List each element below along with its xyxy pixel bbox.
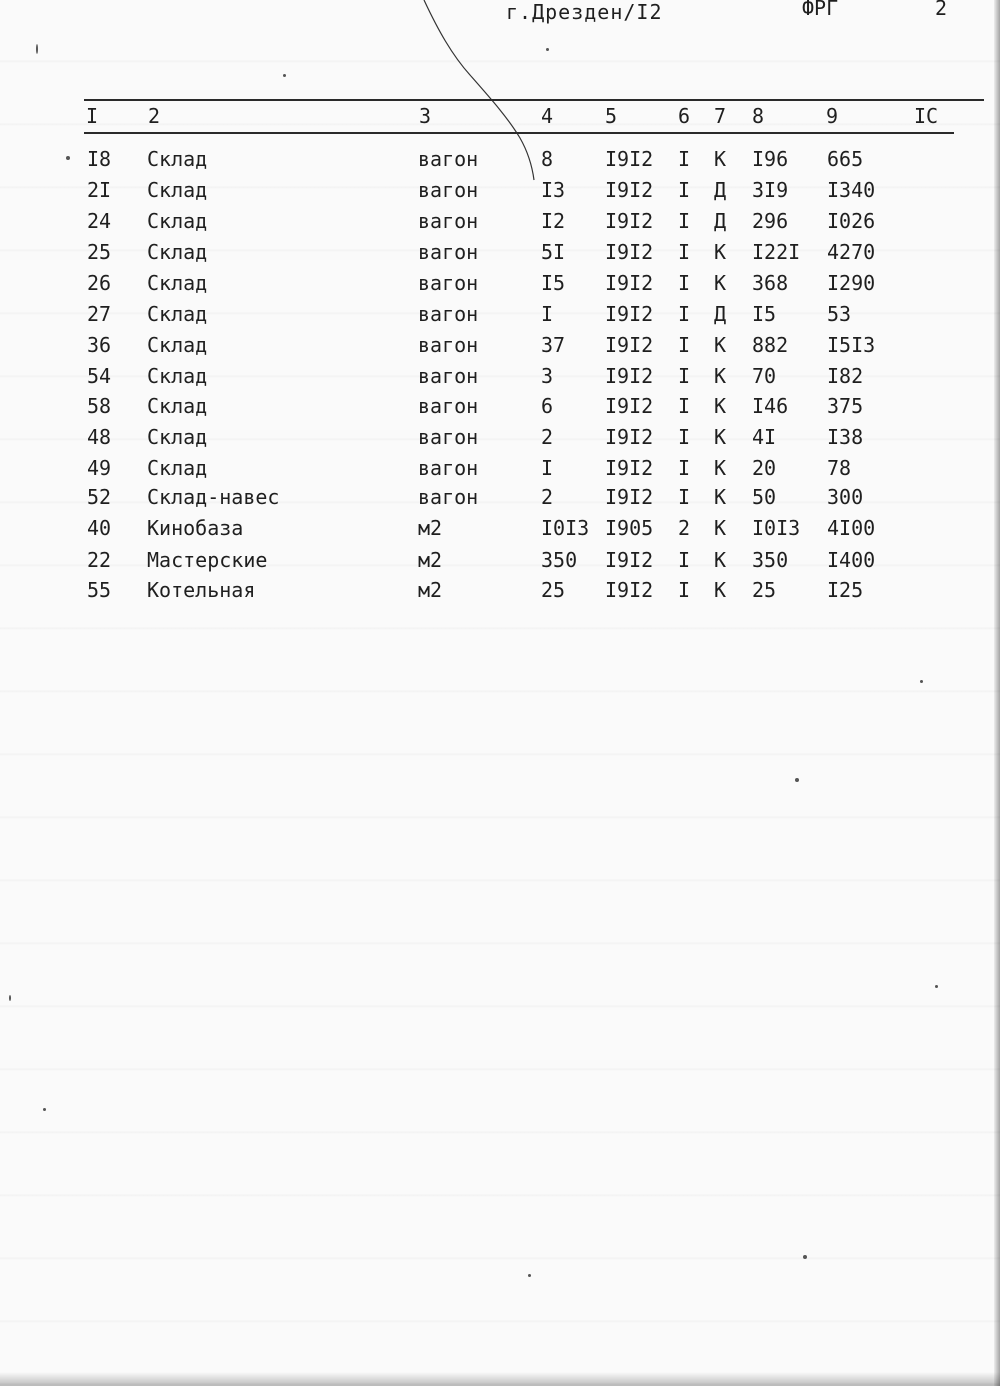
cell-col9: I25 bbox=[827, 578, 864, 602]
cell-col7: К bbox=[714, 333, 727, 357]
cell-number: 52 bbox=[87, 485, 112, 509]
cell-year: I9I2 bbox=[605, 578, 654, 602]
cell-col6: I bbox=[678, 456, 691, 480]
cell-col7: К bbox=[714, 394, 727, 418]
cell-col9: I340 bbox=[827, 178, 876, 202]
cell-col9: 53 bbox=[827, 302, 852, 326]
cell-col6: I bbox=[678, 178, 691, 202]
column-header: 3 bbox=[419, 104, 432, 128]
table-row bbox=[0, 485, 1000, 515]
column-header-rule bbox=[84, 132, 954, 134]
cell-name: Склад bbox=[147, 456, 208, 480]
column-header: IC bbox=[914, 104, 939, 128]
table-row bbox=[0, 209, 1000, 239]
cell-unit: вагон bbox=[418, 485, 479, 509]
cell-number: 49 bbox=[87, 456, 112, 480]
cell-col7: К bbox=[714, 485, 727, 509]
table-row bbox=[0, 578, 1000, 608]
table-row bbox=[0, 516, 1000, 546]
cell-col7: Д bbox=[714, 178, 727, 202]
cell-col6: I bbox=[678, 271, 691, 295]
cell-year: I9I2 bbox=[605, 456, 654, 480]
cell-quantity: 350 bbox=[541, 548, 578, 572]
table-row bbox=[0, 548, 1000, 578]
cell-year: I9I2 bbox=[605, 394, 654, 418]
speck bbox=[920, 680, 923, 683]
table-row bbox=[0, 240, 1000, 270]
cell-year: I9I2 bbox=[605, 425, 654, 449]
column-header: 5 bbox=[605, 104, 618, 128]
cell-number: 55 bbox=[87, 578, 112, 602]
cell-name: Котельная bbox=[147, 578, 256, 602]
cell-col7: К bbox=[714, 271, 727, 295]
cell-unit: вагон bbox=[418, 425, 479, 449]
cell-number: 54 bbox=[87, 364, 112, 388]
cell-unit: вагон bbox=[418, 333, 479, 357]
table-row bbox=[0, 394, 1000, 424]
speck bbox=[36, 44, 38, 54]
cell-number: 24 bbox=[87, 209, 112, 233]
cell-quantity: I0I3 bbox=[541, 516, 590, 540]
cell-col8: 20 bbox=[752, 456, 777, 480]
cell-col9: I290 bbox=[827, 271, 876, 295]
cell-unit: м2 bbox=[418, 548, 443, 572]
cell-unit: м2 bbox=[418, 516, 443, 540]
cell-year: I9I2 bbox=[605, 548, 654, 572]
speck bbox=[803, 1255, 807, 1259]
cell-name: Склад bbox=[147, 240, 208, 264]
speck bbox=[43, 1108, 46, 1111]
cell-name: Склад bbox=[147, 147, 208, 171]
column-header: 9 bbox=[826, 104, 839, 128]
cell-quantity: I3 bbox=[541, 178, 566, 202]
cell-col8: 882 bbox=[752, 333, 789, 357]
cell-quantity: I5 bbox=[541, 271, 566, 295]
cell-year: I9I2 bbox=[605, 302, 654, 326]
cell-year: I9I2 bbox=[605, 364, 654, 388]
cell-col8: I96 bbox=[752, 147, 789, 171]
cell-quantity: I2 bbox=[541, 209, 566, 233]
cell-quantity: 6 bbox=[541, 394, 554, 418]
cell-col8: 4I bbox=[752, 425, 777, 449]
cell-col7: К bbox=[714, 516, 727, 540]
cell-year: I905 bbox=[605, 516, 654, 540]
cell-number: 26 bbox=[87, 271, 112, 295]
cell-col6: 2 bbox=[678, 516, 691, 540]
table-row bbox=[0, 302, 1000, 332]
cell-col7: К bbox=[714, 456, 727, 480]
cell-col6: I bbox=[678, 240, 691, 264]
cell-year: I9I2 bbox=[605, 271, 654, 295]
cell-col6: I bbox=[678, 394, 691, 418]
cell-col7: К bbox=[714, 425, 727, 449]
cell-col6: I bbox=[678, 425, 691, 449]
cell-unit: вагон bbox=[418, 271, 479, 295]
cell-col8: 50 bbox=[752, 485, 777, 509]
column-header: 8 bbox=[752, 104, 765, 128]
cell-col6: I bbox=[678, 302, 691, 326]
column-header: 4 bbox=[541, 104, 554, 128]
cell-quantity: I bbox=[541, 302, 554, 326]
cell-col8: 70 bbox=[752, 364, 777, 388]
cell-year: I9I2 bbox=[605, 333, 654, 357]
column-header: I bbox=[86, 104, 99, 128]
cell-col7: Д bbox=[714, 302, 727, 326]
cell-col6: I bbox=[678, 209, 691, 233]
cell-year: I9I2 bbox=[605, 178, 654, 202]
cell-unit: вагон bbox=[418, 178, 479, 202]
page-bottom-shadow bbox=[0, 1372, 1000, 1386]
cell-unit: вагон bbox=[418, 364, 479, 388]
cell-col9: I38 bbox=[827, 425, 864, 449]
speck bbox=[795, 778, 799, 782]
cell-quantity: I bbox=[541, 456, 554, 480]
cell-col8: 350 bbox=[752, 548, 789, 572]
speck bbox=[935, 985, 938, 988]
cell-col8: I0I3 bbox=[752, 516, 801, 540]
cell-number: 25 bbox=[87, 240, 112, 264]
cell-name: Склад bbox=[147, 425, 208, 449]
cell-name: Склад bbox=[147, 209, 208, 233]
table-row bbox=[0, 178, 1000, 208]
cell-unit: вагон bbox=[418, 394, 479, 418]
speck bbox=[546, 48, 549, 51]
cell-quantity: 2 bbox=[541, 485, 554, 509]
speck bbox=[283, 74, 286, 77]
cell-year: I9I2 bbox=[605, 485, 654, 509]
cell-unit: вагон bbox=[418, 209, 479, 233]
header-country: ФРГ bbox=[802, 0, 839, 20]
cell-number: 27 bbox=[87, 302, 112, 326]
cell-quantity: 37 bbox=[541, 333, 566, 357]
page-number: 2 bbox=[935, 0, 948, 20]
cell-col9: I5I3 bbox=[827, 333, 876, 357]
cell-col9: 4I00 bbox=[827, 516, 876, 540]
column-header: 6 bbox=[678, 104, 691, 128]
cell-col9: 300 bbox=[827, 485, 864, 509]
table-top-rule bbox=[84, 99, 984, 101]
cell-unit: вагон bbox=[418, 456, 479, 480]
cell-year: I9I2 bbox=[605, 240, 654, 264]
cell-unit: вагон bbox=[418, 302, 479, 326]
cell-col8: 368 bbox=[752, 271, 789, 295]
table-row bbox=[0, 271, 1000, 301]
cell-quantity: 3 bbox=[541, 364, 554, 388]
cell-col7: К bbox=[714, 364, 727, 388]
speck bbox=[66, 156, 70, 160]
cell-col8: 25 bbox=[752, 578, 777, 602]
cell-col8: I46 bbox=[752, 394, 789, 418]
table-row bbox=[0, 147, 1000, 177]
cell-quantity: 5I bbox=[541, 240, 566, 264]
table-row bbox=[0, 364, 1000, 394]
cell-year: I9I2 bbox=[605, 209, 654, 233]
cell-col6: I bbox=[678, 364, 691, 388]
cell-col8: 296 bbox=[752, 209, 789, 233]
cell-name: Склад-навес bbox=[147, 485, 280, 509]
cell-col9: 4270 bbox=[827, 240, 876, 264]
cell-col8: 3I9 bbox=[752, 178, 789, 202]
cell-number: 22 bbox=[87, 548, 112, 572]
cell-year: I9I2 bbox=[605, 147, 654, 171]
cell-unit: м2 bbox=[418, 578, 443, 602]
cell-col6: I bbox=[678, 578, 691, 602]
cell-number: 2I bbox=[87, 178, 112, 202]
table-row bbox=[0, 425, 1000, 455]
cell-col9: 78 bbox=[827, 456, 852, 480]
cell-col8: I5 bbox=[752, 302, 777, 326]
cell-unit: вагон bbox=[418, 147, 479, 171]
cell-col9: 665 bbox=[827, 147, 864, 171]
column-header: 2 bbox=[148, 104, 161, 128]
cell-col8: I22I bbox=[752, 240, 801, 264]
cell-col6: I bbox=[678, 548, 691, 572]
cell-name: Мастерские bbox=[147, 548, 268, 572]
cell-col6: I bbox=[678, 485, 691, 509]
cell-number: 36 bbox=[87, 333, 112, 357]
cell-number: 40 bbox=[87, 516, 112, 540]
table-row bbox=[0, 456, 1000, 486]
page-edge-shadow bbox=[994, 0, 1000, 1386]
cell-col6: I bbox=[678, 333, 691, 357]
column-header: 7 bbox=[714, 104, 727, 128]
cell-name: Склад bbox=[147, 178, 208, 202]
cell-col9: I026 bbox=[827, 209, 876, 233]
cell-unit: вагон bbox=[418, 240, 479, 264]
cell-name: Склад bbox=[147, 364, 208, 388]
cell-col9: I400 bbox=[827, 548, 876, 572]
cell-quantity: 2 bbox=[541, 425, 554, 449]
cell-name: Склад bbox=[147, 394, 208, 418]
header-city: г.Дрезден/I2 bbox=[506, 0, 663, 24]
cell-quantity: 8 bbox=[541, 147, 554, 171]
cell-col7: К bbox=[714, 578, 727, 602]
cell-col7: К bbox=[714, 548, 727, 572]
cell-col7: К bbox=[714, 147, 727, 171]
cell-col9: I82 bbox=[827, 364, 864, 388]
speck bbox=[9, 995, 11, 1001]
cell-number: 48 bbox=[87, 425, 112, 449]
cell-name: Склад bbox=[147, 333, 208, 357]
cell-col7: Д bbox=[714, 209, 727, 233]
speck bbox=[528, 1274, 531, 1277]
cell-quantity: 25 bbox=[541, 578, 566, 602]
cell-col9: 375 bbox=[827, 394, 864, 418]
cell-number: I8 bbox=[87, 147, 112, 171]
cell-number: 58 bbox=[87, 394, 112, 418]
cell-col7: К bbox=[714, 240, 727, 264]
cell-name: Склад bbox=[147, 302, 208, 326]
table-row bbox=[0, 333, 1000, 363]
cell-name: Кинобаза bbox=[147, 516, 244, 540]
cell-col6: I bbox=[678, 147, 691, 171]
cell-name: Склад bbox=[147, 271, 208, 295]
